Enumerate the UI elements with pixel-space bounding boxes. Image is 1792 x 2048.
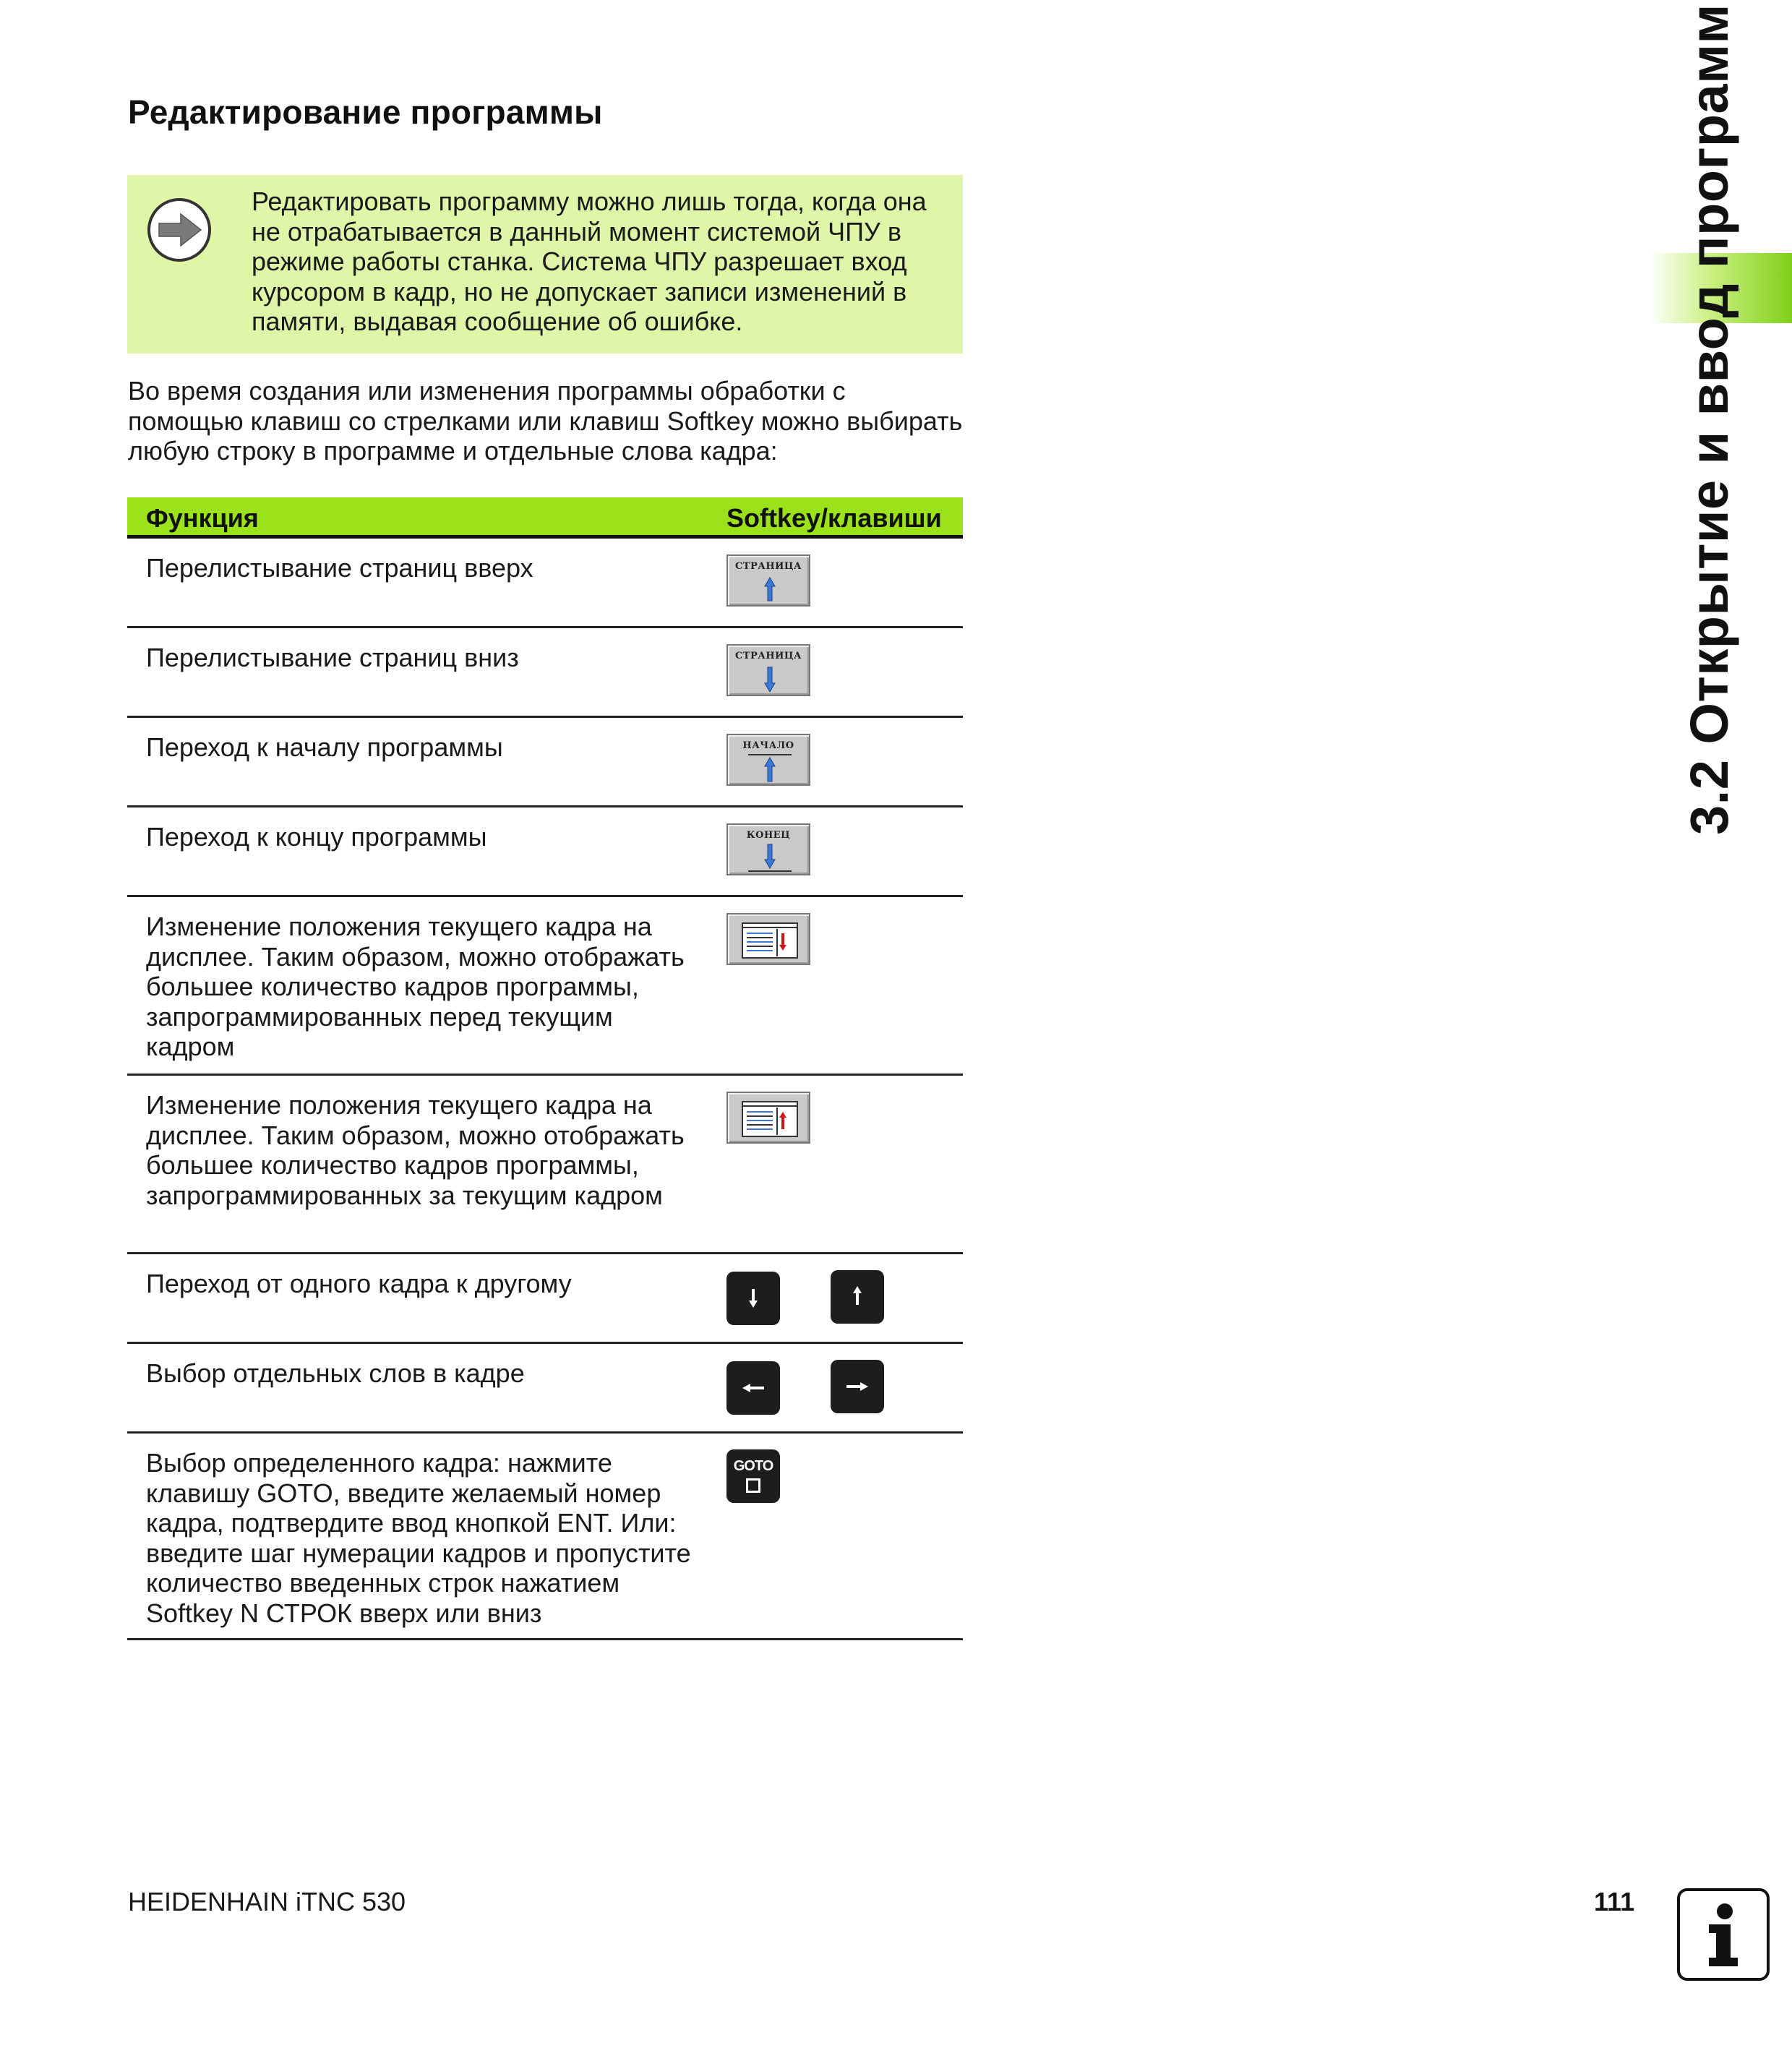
chapter-side-title: 3.2 Открытие и ввод программ	[1679, 4, 1739, 835]
page-title: Редактирование программы	[128, 93, 603, 131]
softkey-label: НАЧАЛО	[742, 740, 794, 751]
arrow-right-icon	[147, 198, 211, 262]
row-function-text: Выбор определенного кадра: нажмите клавишу GOTO, введите желаемый номер кадра, подтвердите ввод кнопкой ENT. Или: введите шаг нумерации кадров и пропустите количество введенных строк нажатием Softkey N СТРОК вверх или вниз	[146, 1448, 691, 1628]
end-softkey-icon[interactable]	[726, 823, 810, 875]
table-row	[127, 1344, 963, 1434]
page-down-softkey-icon[interactable]	[726, 644, 810, 696]
page-up-softkey-icon[interactable]	[726, 554, 810, 607]
table-row	[127, 1434, 963, 1640]
arrow-right-key-icon[interactable]	[831, 1360, 884, 1413]
row-function-text: Перелистывание страниц вверх	[146, 553, 533, 583]
table-row	[127, 539, 963, 628]
table-header	[127, 497, 963, 539]
block-shift-down-softkey-icon[interactable]	[726, 913, 810, 965]
row-function-text: Переход к началу программы	[146, 732, 503, 762]
arrow-down-key-icon[interactable]	[726, 1272, 780, 1325]
goto-box-icon	[746, 1478, 760, 1493]
table-row	[127, 807, 963, 897]
row-function-text: Перелистывание страниц вниз	[146, 643, 519, 672]
function-table	[127, 497, 963, 1640]
arrow-left-key-icon[interactable]	[726, 1361, 780, 1415]
header-keys: Softkey/клавиши	[726, 503, 942, 533]
intro-paragraph: Во время создания или изменения программы обработки с помощью клавиш со стрелками или клавиш Softkey можно выбирать любую строку в программе и отдельные слова кадра:	[128, 376, 963, 466]
page-number: 111	[1594, 1887, 1635, 1916]
table-row	[127, 628, 963, 718]
row-function-text: Изменение положения текущего кадра на дисплее. Таким образом, можно отображать большее количество кадров программы, запрограммированных за текущим кадром	[146, 1090, 685, 1210]
arrow-up-key-icon[interactable]	[831, 1270, 884, 1324]
row-function-text: Выбор отдельных слов в кадре	[146, 1358, 525, 1388]
softkey-label: КОНЕЦ	[746, 830, 791, 841]
block-shift-up-softkey-icon[interactable]	[726, 1092, 810, 1144]
note-box	[127, 175, 963, 354]
softkey-label: СТРАНИЦА	[734, 561, 802, 572]
header-function: Функция	[146, 503, 259, 533]
row-function-text: Переход к концу программы	[146, 822, 487, 852]
footer-product-name: HEIDENHAIN iTNC 530	[128, 1887, 406, 1916]
row-function-text: Изменение положения текущего кадра на дисплее. Таким образом, можно отображать большее количество кадров программы, запрограммированных перед текущим кадром	[146, 912, 685, 1061]
table-row	[127, 897, 963, 1076]
goto-key-icon[interactable]	[726, 1449, 780, 1503]
table-row	[127, 718, 963, 807]
table-row	[127, 1076, 963, 1254]
info-icon	[1677, 1888, 1770, 1981]
goto-key-label: GOTO	[733, 1458, 773, 1474]
note-text: Редактировать программу можно лишь тогда, когда она не отрабатывается в данный момент системой ЧПУ в режиме работы станка. Система ЧПУ разрешает вход курсором в кадр, но не допускает записи изменений в памяти, выдавая сообщение об ошибке.	[252, 187, 927, 336]
begin-softkey-icon[interactable]	[726, 734, 810, 786]
row-function-text: Переход от одного кадра к другому	[146, 1269, 572, 1298]
softkey-label: СТРАНИЦА	[734, 651, 802, 661]
table-row	[127, 1254, 963, 1344]
